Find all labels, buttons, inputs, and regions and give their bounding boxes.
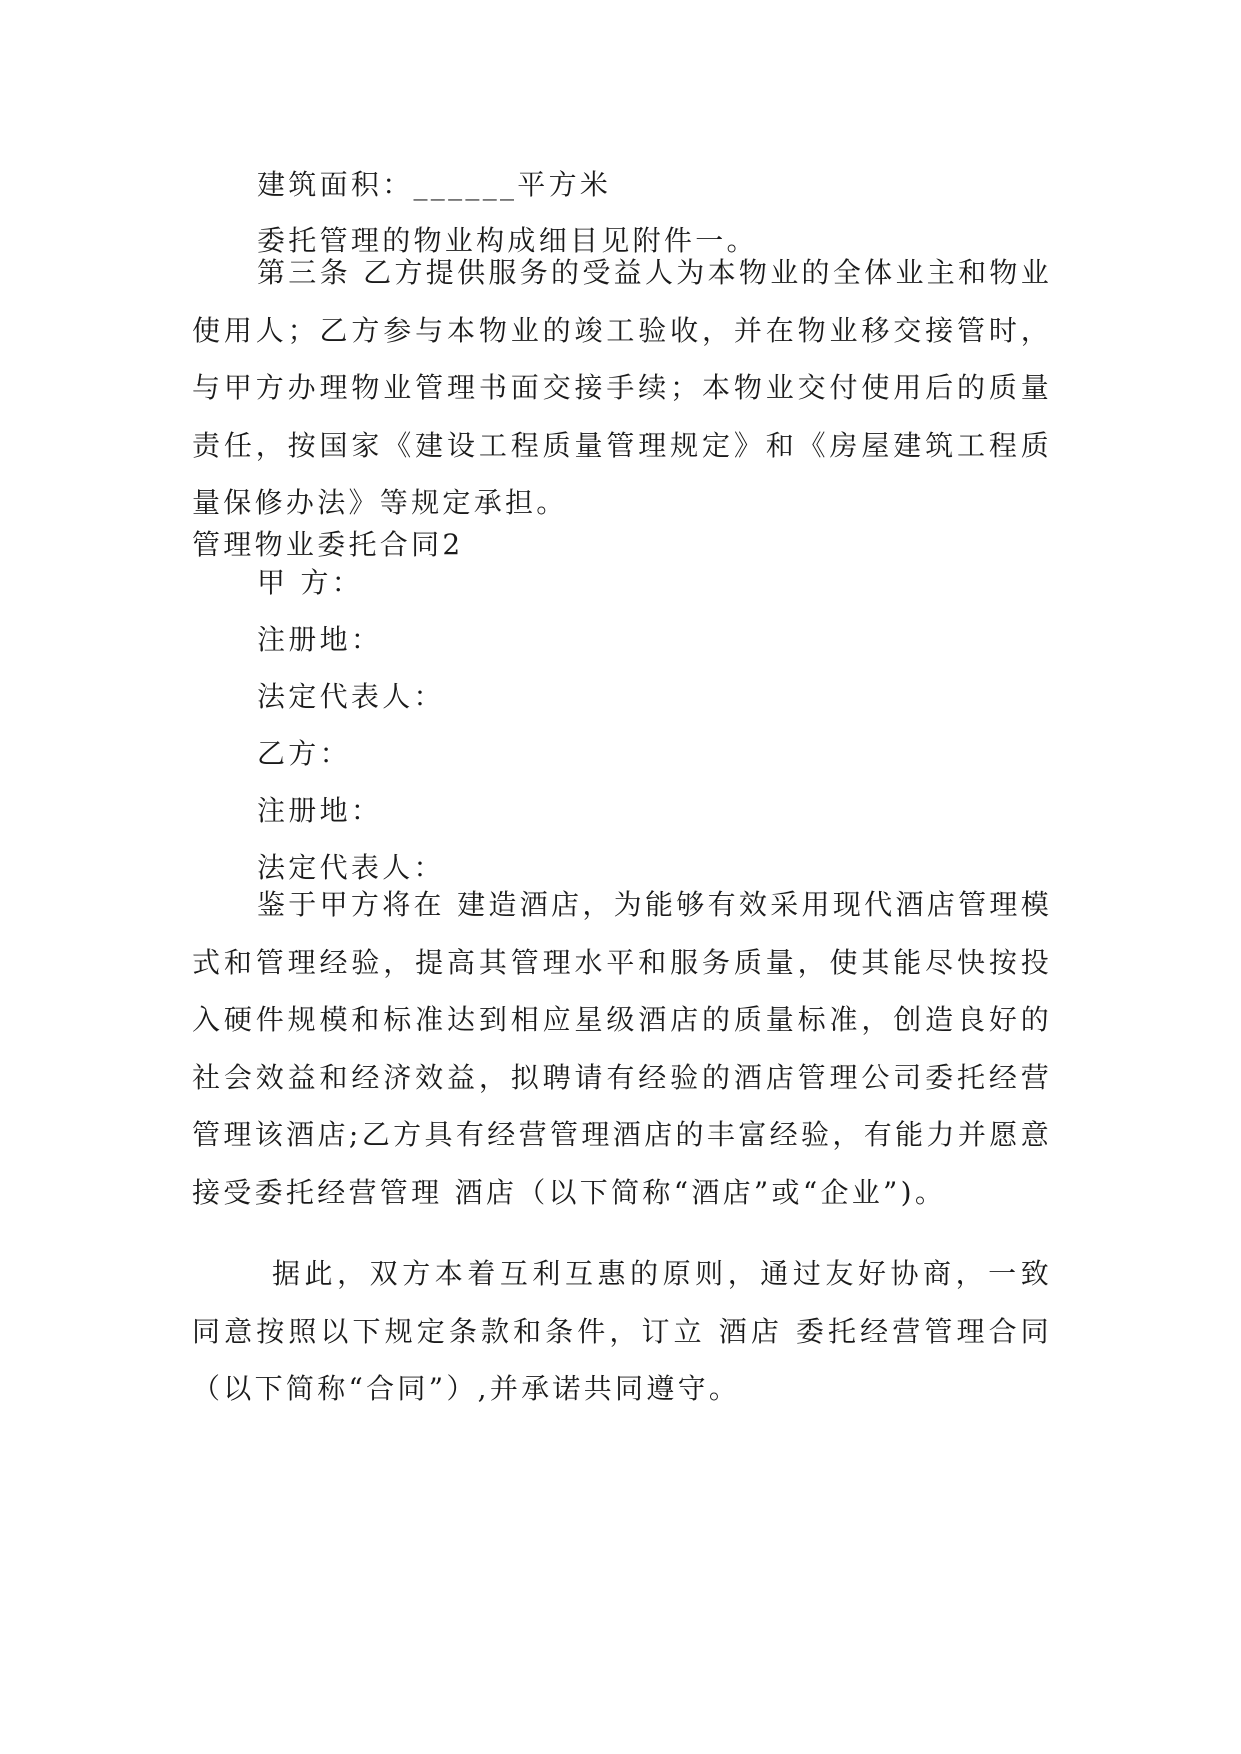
contract-2-title: 管理物业委托合同2 xyxy=(192,528,464,561)
party-b-representative-label: 法定代表人： xyxy=(257,851,445,884)
party-a-representative-label: 法定代表人： xyxy=(257,680,445,713)
party-a-label: 甲 方： xyxy=(257,566,364,599)
party-b-label: 乙方： xyxy=(257,737,351,770)
property-detail-line: 委托管理的物业构成细目见附件一。 xyxy=(257,224,758,257)
party-a-address-label: 注册地： xyxy=(257,623,383,656)
agreement-paragraph: 据此，双方本着互利互惠的原则，通过友好协商，一致同意按照以下规定条款和条件，订立 酒店 委托经营管理合同（以下简称“合同”）,并承诺共同遵守。 xyxy=(192,1257,1052,1406)
party-b-address-label: 注册地： xyxy=(257,794,383,827)
whereas-paragraph: 鉴于甲方将在 建造酒店，为能够有效采用现代酒店管理模式和管理经验，提高其管理水平和服务质量，使其能尽快按投入硬件规模和标准达到相应星级酒店的质量标准，创造良好的社会效益和经济效益，拟聘请有经验的酒店管理公司委托经营管理该酒店;乙方具有经营管理酒店的丰富经验，有能力并愿意接受委托经营管理 酒店（以下简称“酒店”或“企业”)。 xyxy=(192,888,1052,1209)
building-area-line: 建筑面积：______平方米 xyxy=(257,168,612,201)
article-three-paragraph: 第三条 乙方提供服务的受益人为本物业的全体业主和物业使用人；乙方参与本物业的竣工验收，并在物业移交接管时，与甲方办理物业管理书面交接手续；本物业交付使用后的质量责任，按国家《建设工程质量管理规定》和《房屋建筑工程质量保修办法》等规定承担。 xyxy=(192,256,1052,520)
